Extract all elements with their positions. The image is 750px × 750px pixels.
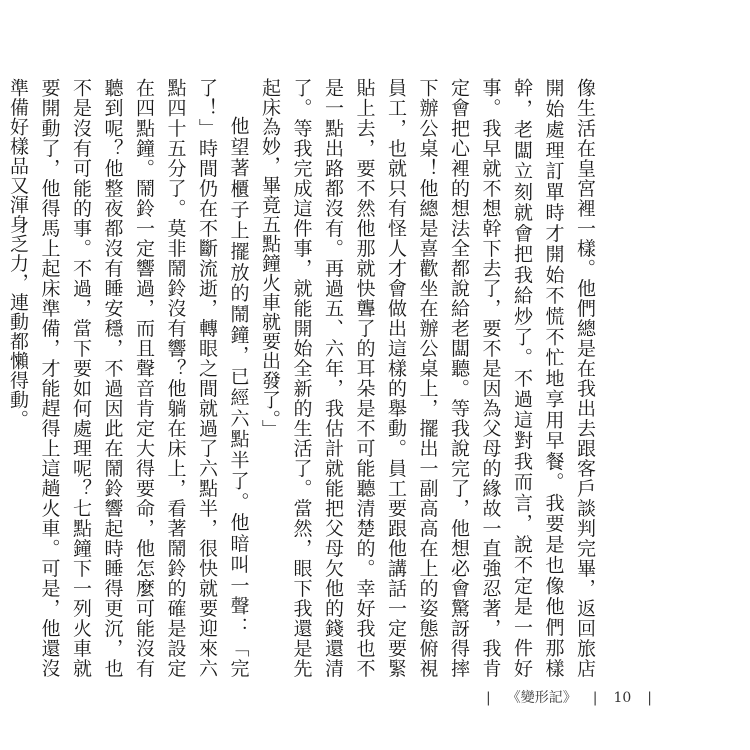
footer-divider: | [592, 690, 598, 706]
paragraph [0, 78, 2, 678]
page-number: 10 [613, 690, 632, 706]
paragraph-continued: 像生活在皇宮裡一樣。他們總是在我出去跟客戶談判完畢，返回旅店開始處理訂單時才開始不慌不忙地享用早餐。我要是也像他們那樣幹，老闆立刻就會把我給炒了。不過這對我而言，說不定是一件好事。我早就不想幹下去了，要不是因為父母的緣故一直強忍著，我肯定會把心裡的想法全都說給老闆聽。等我說完了，他想必會驚訝得摔下辦公桌！他總是喜歡坐在辦公桌上，擺出一副高高在上的姿態俯視員工，也就只有怪人才會做出這樣的舉動。員工要跟他講話一定要緊貼上去，要不然他那就快聾了的耳朵是不可能聽清楚的。幸好我也不是一點出路都沒有。再過五、六年，我估計就能把父母欠他的錢還清了。等我完成這件事，就能開始全新的生活了。當然，眼下我還是先起床為妙，畢竟五點鐘火車就要出發了。」 [259, 78, 596, 678]
vertical-text-body [7, 78, 600, 678]
footer-left-rule: | [486, 690, 491, 706]
page-footer [486, 687, 652, 707]
footer-right-rule: | [647, 690, 652, 706]
book-title: 《變形記》 [506, 690, 577, 706]
paragraph: 他望著櫃子上擺放的鬧鐘，已經六點半了。他暗叫一聲：「完了！」時間仍在不斷流逝，轉眼之間就過了六點半，很快就要迎來六點四十五分了。莫非鬧鈴沒有響？他躺在床上，看著鬧鈴的確是設定在四點鐘。鬧鈴一定響過，而且聲音肯定大得要命，他怎麼可能沒有聽到呢？他整夜都沒有睡安穩，不過因此在鬧鈴響起時睡得更沉，也不是沒有可能的事。不過，當下要如何處理呢？七點鐘下一列火車就要開動了，他得馬上起床準備，才能趕得上這趟火車。可是，他還沒準備好樣品又渾身乏力，連動都懶得動。 [7, 78, 250, 678]
